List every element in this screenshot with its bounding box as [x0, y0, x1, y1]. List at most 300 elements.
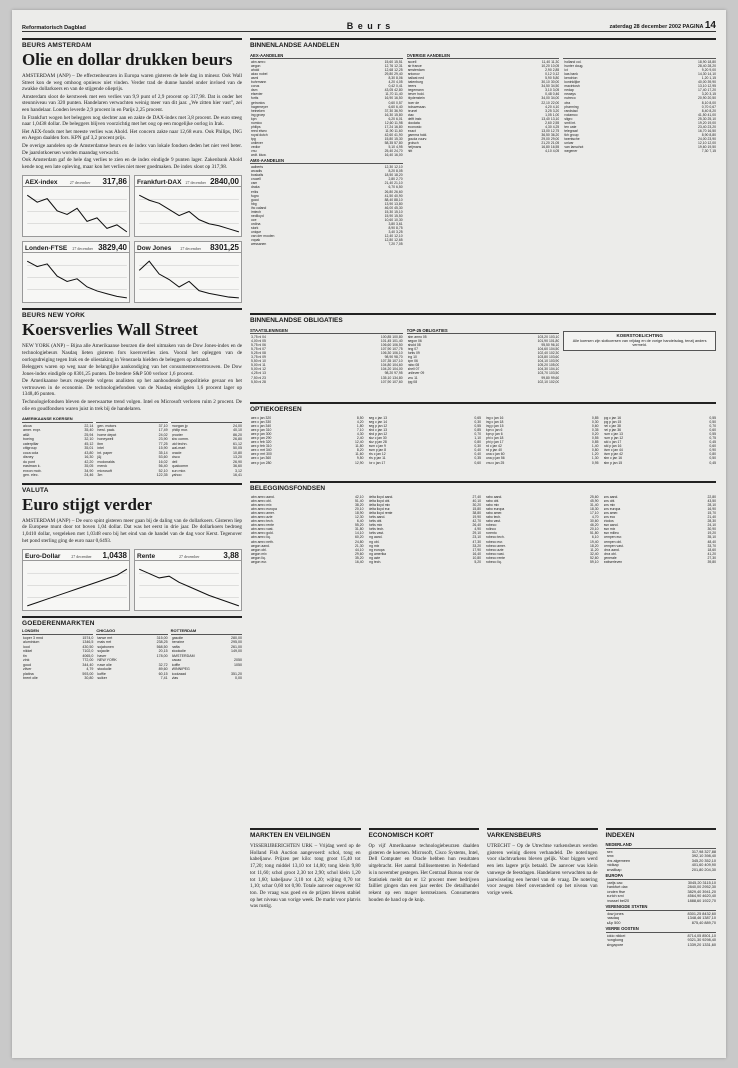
row-value: 95,50: [541, 343, 550, 348]
row-value: 5,80: [552, 76, 560, 81]
row-label: robeco rente: [486, 555, 506, 560]
row-label: gouda vuurv.: [407, 136, 428, 141]
goederen-table: [22, 629, 242, 681]
row-value: 52,60: [590, 555, 599, 560]
row-value: 107,75: [392, 347, 403, 352]
row-label: univar: [564, 140, 574, 145]
paragraph: De overige aandelen op de Amsterdamse beurs en de index van lokale fondsen deden het niet veel beter. De jaarslotkoersen worden maandag verwacht.: [22, 142, 242, 156]
row-value: 104,80: [380, 363, 392, 368]
row-label: tin: [23, 653, 27, 658]
row-label: brussel bel20: [606, 898, 630, 903]
chart-header: [23, 176, 129, 187]
row-label: 3m: [97, 473, 103, 478]
row-label: mcdonalds: [97, 459, 115, 464]
row-value: 18,80: [707, 60, 716, 65]
row-value: 53,60: [158, 455, 168, 460]
article-body-amsterdam: [22, 73, 242, 170]
row-label: dsm: [251, 88, 258, 93]
row-value: 46,00: [384, 205, 394, 210]
row-label: 5,00 nl 11: [251, 363, 266, 368]
row-value: 23,10: [472, 535, 481, 540]
row-value: 43,80: [84, 450, 94, 455]
row-label: hei c jan 38: [603, 424, 621, 429]
row-value: 19,20: [698, 120, 707, 125]
date-page: [536, 20, 716, 31]
row-label: buhrmann: [251, 80, 267, 85]
row-value: 8301,25: [687, 911, 702, 916]
row-label: sojabonen: [97, 644, 114, 649]
row-value: 98,70: [394, 355, 403, 360]
chart-title: Londen-FTSE: [25, 245, 68, 253]
row-label: econosto: [407, 124, 422, 129]
row-value: 0,60: [709, 444, 716, 449]
dow-table: [22, 417, 242, 478]
row-label: vnu: [251, 149, 257, 154]
row-value: 14,30: [698, 72, 707, 77]
row-label: abn amro europa: [251, 507, 277, 512]
row-value: 43,50: [707, 499, 716, 504]
row-label: ict: [564, 68, 568, 73]
row-value: 8714,05: [687, 933, 702, 938]
row-value: 26,90: [233, 459, 242, 464]
row-value: 44,10: [355, 547, 364, 552]
series-line: [139, 195, 239, 232]
row-value: 35,20: [355, 555, 364, 560]
row-label: aalberts: [251, 165, 264, 170]
row-value: 5,90: [545, 76, 552, 81]
row-label: eriks: [251, 189, 259, 194]
row-value: 3,12: [235, 468, 242, 473]
row-value: 103,20: [537, 335, 548, 340]
row-value: 0,85: [591, 416, 599, 420]
row-label: exxon mob.: [23, 468, 42, 473]
row-label: rabo europa: [486, 507, 505, 512]
row-value: 18,90: [698, 60, 707, 65]
row-value: 36,60: [233, 464, 242, 469]
row-label: rodamco: [564, 112, 578, 117]
series-line: [139, 569, 239, 606]
row-value: 875,40: [691, 920, 704, 925]
aex-rows: [250, 60, 403, 157]
row-label: tarwe mrt: [97, 635, 113, 640]
row-label: ordina: [251, 221, 261, 226]
row-value: 15,80: [394, 112, 403, 117]
chart-date: 27 december: [185, 180, 207, 186]
row-value: 33,20: [472, 543, 481, 548]
row-label: vedior: [251, 145, 261, 150]
row-value: 17,90: [472, 547, 481, 552]
row-value: 34,90: [84, 468, 94, 473]
row-value: 12,68: [384, 68, 394, 73]
kort-title: ECONOMISCH KORT: [369, 828, 480, 839]
row-value: 327,88: [704, 849, 716, 854]
row-label: hewl. pack.: [97, 428, 116, 433]
row-value: 3,61: [396, 221, 403, 226]
issue-date: zaterdag 28 december 2002: [609, 24, 682, 30]
row-value: 45,12: [84, 441, 94, 446]
index-chart: [134, 175, 242, 237]
row-label: aex p jan 300: [251, 432, 272, 437]
row-label: abn amro neth.: [251, 539, 274, 544]
row-label: amer. expr.: [23, 428, 41, 433]
top-rows: [407, 335, 560, 384]
row-label: kempen obl.: [603, 539, 622, 544]
row-label: zilver: [23, 667, 32, 672]
row-value: 0,60: [709, 428, 716, 433]
kicker-amsterdam: BEURS AMSTERDAM: [22, 38, 242, 49]
row-label: procter: [171, 432, 183, 437]
row-label: kempen vast.: [603, 543, 624, 548]
row-label: sns europa: [603, 507, 621, 512]
row-value: 23,40: [698, 124, 707, 129]
row-value: 15,30: [384, 209, 394, 214]
row-label: rabo vast.: [486, 519, 501, 524]
row-value: 40,90: [394, 193, 403, 198]
row-value: 10,60: [384, 217, 394, 222]
row-label: hunter doug.: [564, 64, 584, 69]
row-label: aex c feb 320: [251, 440, 272, 445]
data-column: [485, 416, 599, 476]
row-label: ohra obl.: [603, 551, 617, 556]
row-value: 36,20: [550, 132, 560, 137]
row-label: randstad: [564, 108, 578, 113]
row-value: 103,60: [548, 355, 560, 360]
row-label: aex c jan 320: [251, 416, 272, 420]
row-value: 42,70: [472, 519, 481, 524]
row-value: 41,20: [707, 551, 716, 556]
headline-valuta: Euro stijgt verder: [22, 494, 152, 514]
row-label: ohra aand.: [603, 547, 620, 552]
row-value: 1050: [234, 662, 242, 667]
row-label: arcadis: [251, 169, 262, 174]
row-label: ahd p jan 12: [368, 432, 388, 437]
overig-column-1: [407, 52, 560, 308]
row-label: abn c jan 16: [603, 456, 622, 461]
row-label: WINNIPEG: [171, 667, 190, 672]
row-label: 5,75 nl 07: [251, 347, 266, 352]
obligaties-title: BINNENLANDSE OBLIGATIES: [250, 313, 716, 324]
row-value: 20,15: [158, 649, 168, 654]
row-label: draka: [251, 185, 260, 190]
aandelen-title: BINNENLANDSE AANDELEN: [250, 38, 716, 49]
row-label: batenburg: [407, 80, 423, 85]
row-label: aeg c jan 13: [368, 416, 387, 420]
row-label: akzo nobel: [251, 72, 268, 77]
index-group-head: EUROPA: [606, 874, 717, 880]
row-value: 0,00: [235, 676, 242, 681]
row-value: 0,70: [701, 104, 709, 109]
row-value: 103,90: [548, 359, 560, 364]
row-label: delta lloyd eur.: [368, 507, 391, 512]
row-label: kpn: [251, 116, 257, 121]
row-label: abn amro tech.: [251, 519, 274, 524]
row-value: 3941,20: [702, 889, 716, 894]
table-row: [606, 921, 717, 926]
row-value: 135,10: [380, 375, 392, 380]
row-value: 12,76: [384, 64, 394, 69]
row-value: 9,20: [701, 68, 709, 73]
table-row: [22, 676, 93, 681]
row-value: 11,60: [394, 128, 403, 133]
row-label: citigroup: [23, 446, 37, 451]
row-value: 1,15: [709, 76, 716, 81]
row-value: 103,80: [537, 355, 548, 360]
article-body-valuta: [22, 518, 242, 544]
row-value: 20,90: [698, 96, 707, 101]
row-value: 29,00: [550, 136, 560, 141]
row-label: ing tech.: [368, 559, 382, 564]
row-value: 20,10: [590, 527, 599, 532]
row-value: 20,10: [355, 507, 364, 512]
row-label: robeco amer.: [486, 543, 506, 548]
row-label: aex p feb 310: [251, 444, 272, 449]
row-label: ing 10: [407, 355, 417, 360]
row-value: 22,14: [84, 423, 94, 428]
row-label: intel: [97, 446, 104, 451]
row-label: num c jan 13: [603, 432, 623, 437]
row-label: du pont: [23, 459, 35, 464]
row-value: 36,90: [394, 108, 403, 113]
row-label: platina: [23, 671, 34, 676]
row-value: 238,25: [156, 640, 168, 645]
row-value: 106,30: [380, 351, 392, 356]
row-label: aex c mrt 340: [251, 448, 272, 453]
row-label: ing aand.: [368, 535, 383, 540]
row-value: 34,50: [550, 84, 560, 89]
row-value: 4,25: [552, 124, 560, 129]
row-value: 0,65: [474, 416, 481, 420]
row-value: 8,00: [709, 100, 716, 105]
row-label: aeg c jan 14: [368, 420, 387, 425]
row-label: wolt. kluw.: [251, 153, 267, 158]
row-label: rd p jan 40: [486, 448, 503, 453]
row-label: generale: [603, 555, 617, 560]
row-value: 0,50: [709, 420, 716, 425]
table-row: [606, 868, 717, 873]
row-label: ing groep: [251, 112, 266, 117]
row-value: 13,10: [698, 84, 707, 89]
row-value: 35,05: [84, 464, 94, 469]
row-value: 4,05: [396, 80, 403, 85]
row-label: rd c jan 42: [486, 444, 502, 449]
row-value: 21,05: [550, 140, 560, 145]
row-label: cacao: [171, 658, 182, 663]
row-label: sns obl.: [603, 499, 616, 504]
row-value: 103,10: [548, 335, 560, 340]
table-row: [250, 560, 364, 564]
row-label: wessanen: [251, 242, 267, 247]
chart-plot: [23, 187, 129, 238]
row-value: 15,70: [707, 511, 716, 516]
row-value: 16,40: [355, 559, 364, 564]
overig-column-2: [563, 52, 716, 308]
row-value: 104,20: [380, 367, 392, 372]
overig-subhead-2: [563, 54, 716, 59]
row-value: 1,00: [552, 112, 560, 117]
kicker-valuta: VALUTA: [22, 483, 242, 494]
row-label: abn amro obl.: [251, 499, 272, 504]
row-value: 295,00: [231, 640, 242, 645]
index-chart: [22, 549, 130, 611]
row-value: 31,80: [355, 527, 364, 532]
table-row: [485, 461, 599, 465]
row-value: 4,20: [388, 80, 396, 85]
row-label: stookolie: [97, 667, 112, 672]
row-value: 41,50: [698, 112, 707, 117]
row-label: abn amro 05: [407, 335, 427, 340]
indexen-article: [606, 828, 717, 947]
row-value: 0,48: [545, 92, 552, 97]
row-value: 32,72: [158, 662, 168, 667]
row-value: 38,20: [355, 503, 364, 508]
row-value: 3045,20: [687, 880, 702, 885]
row-value: 19,50: [707, 145, 716, 150]
row-value: 9,50: [356, 456, 364, 461]
row-value: 16,41: [233, 473, 242, 478]
row-value: 6,70: [388, 185, 396, 190]
row-value: 23,90: [158, 437, 168, 442]
row-label: tpg c jan 16: [603, 416, 622, 420]
row-value: 16,90: [384, 96, 394, 101]
row-value: 10,30: [394, 217, 403, 222]
valuta-charts: [22, 549, 242, 611]
row-label: 5,00 nl 12: [251, 367, 266, 372]
row-value: 34,50: [541, 84, 550, 89]
row-label: yahoo: [171, 473, 182, 478]
row-value: 4,95: [396, 145, 403, 150]
row-value: 2050: [234, 658, 242, 663]
index-group-head: VERENIGDE STATEN: [606, 905, 717, 911]
row-value: 17,49: [158, 428, 168, 433]
row-label: abn amro rente: [251, 523, 274, 528]
row-label: kempen eur.: [603, 535, 623, 540]
paragraph: AMSTERDAM (ANP) – De effectenbeurzen in Europa waren gisteren de hele dag in mineur. Ook Wall Street kon de weg omhoog opnieuw niet vinden. Verder trad de dunne handel onder invloed van de zwakke dollarkoers en van de stijgende olieprijs.: [22, 73, 242, 93]
row-label: 4,00 nl 05: [251, 339, 266, 344]
row-value: 24,00: [233, 423, 242, 428]
row-label: aex p mrt 300: [251, 452, 272, 457]
row-value: 15,90: [384, 213, 394, 218]
row-label: rabo 08: [407, 363, 420, 368]
row-label: ahd c jan 13: [368, 428, 387, 433]
row-label: aluminium: [23, 640, 40, 645]
row-value: 8501,10: [702, 933, 716, 938]
row-label: asm c jan 9: [368, 444, 386, 449]
row-value: 16,50: [707, 128, 716, 133]
row-value: 3,25: [545, 108, 552, 113]
row-value: 15,51: [394, 60, 403, 65]
row-value: 0,75: [709, 436, 716, 441]
row-label: morgan jp: [171, 423, 188, 428]
paragraph: In Frankfurt wogen het beleggers nog slechter aan en zakte de DAX-index met 3,8 procent. De euro steeg naar 1,0438 dollar. De beleggers blijven voorzichtig met het oog op een mogelijke oorlog in Irak.: [22, 114, 242, 128]
chart-title: Rente: [137, 553, 156, 561]
row-value: 14,10: [707, 72, 716, 77]
row-value: 35,01: [84, 446, 94, 451]
varkens-title: VARKENSBEURS: [487, 828, 598, 839]
chart-header: [135, 176, 241, 187]
row-label: sun micr.: [171, 468, 187, 473]
index-chart: [134, 241, 242, 303]
row-value: 39,90: [707, 80, 716, 85]
right-column: [250, 38, 716, 576]
row-value: 0,55: [709, 432, 716, 437]
row-label: dow jones: [606, 911, 624, 916]
row-label: aegon aand.: [251, 543, 270, 548]
row-label: nafta: [171, 644, 180, 649]
table-row: [485, 560, 599, 564]
index-chart: [22, 241, 130, 303]
row-label: nedap: [564, 88, 574, 93]
table-row: [250, 242, 403, 246]
row-value: 2,60: [545, 120, 552, 125]
row-label: asn aand.: [603, 523, 619, 528]
row-value: 107,60: [392, 379, 403, 384]
row-label: 5,50 nl 10: [251, 359, 266, 364]
row-label: gasolie: [171, 635, 184, 640]
row-value: 24,46: [84, 473, 94, 478]
row-label: utd techn.: [171, 441, 188, 446]
row-value: 0,12: [552, 72, 560, 77]
row-value: 12,40: [384, 234, 394, 239]
row-value: 99,60: [550, 375, 560, 380]
row-value: 39,80: [707, 559, 716, 564]
row-label: van der moolen: [251, 234, 275, 239]
row-value: 15,50: [394, 213, 403, 218]
chart-plot: [23, 253, 129, 304]
row-value: 35,14: [158, 450, 168, 455]
row-label: abn p jan 15: [603, 460, 623, 465]
row-label: vlas: [171, 676, 179, 681]
row-value: 12,60: [384, 120, 394, 125]
row-value: 352,10: [704, 858, 716, 863]
row-value: 16,30: [84, 455, 94, 460]
row-label: caterpillar: [23, 441, 39, 446]
row-label: ing europa: [368, 547, 385, 552]
row-value: 14,10: [355, 531, 364, 536]
row-value: 122,35: [156, 473, 168, 478]
row-label: suiker: [97, 676, 107, 681]
row-value: 0,55: [591, 436, 599, 441]
row-label: fortis obl.: [368, 519, 383, 524]
row-value: 8,05: [396, 169, 403, 174]
row-label: nedlloyd: [251, 213, 264, 218]
row-label: kpn p jan 6: [486, 432, 503, 437]
headline-amsterdam: Olie en dollar drukken beurs: [22, 50, 233, 69]
row-value: 0,45: [709, 460, 716, 465]
kort-article: [369, 828, 480, 947]
row-label: wal-mart: [171, 446, 186, 451]
row-value: 30,00: [550, 80, 560, 85]
row-label: cbs algemeen: [606, 858, 631, 863]
paragraph: Beleggers waren op weg naar de belangrijke aankondiging van het consumentenvertrouwen. De Dow Jones-index eindigde op 8301,25 punten. De bredere S&P 500 verloor 1,6 procent.: [22, 364, 242, 377]
chart-plot: [23, 561, 129, 612]
row-label: aex p jun 280: [251, 460, 272, 465]
row-label: 5,75 nl 06: [251, 343, 266, 348]
row-value: 8432,60: [702, 911, 716, 916]
row-value: 315,00: [156, 635, 168, 640]
row-value: 13,90: [384, 201, 394, 206]
row-value: 26,80: [384, 189, 394, 194]
paragraph: Ook Amsterdam gaf de hele dag verlies te zien en de index eindigde 9 punten lager. Zakenbank Ahold kende nog een late opleving, maar kon het verlies niet meer goedmaken. De index sloot op 317,98.: [22, 157, 242, 170]
page-label: PAGINA: [682, 24, 704, 30]
row-label: kpn 06: [407, 359, 418, 364]
row-label: dsm c jan 44: [603, 448, 623, 453]
row-label: akz p jan 28: [368, 440, 387, 445]
row-label: haver: [97, 653, 107, 658]
markten-title: MARKTEN EN VEILINGEN: [250, 828, 361, 839]
series-line: [27, 569, 127, 606]
row-label: fortis mix: [368, 523, 383, 528]
row-value: 97,95: [394, 371, 403, 376]
